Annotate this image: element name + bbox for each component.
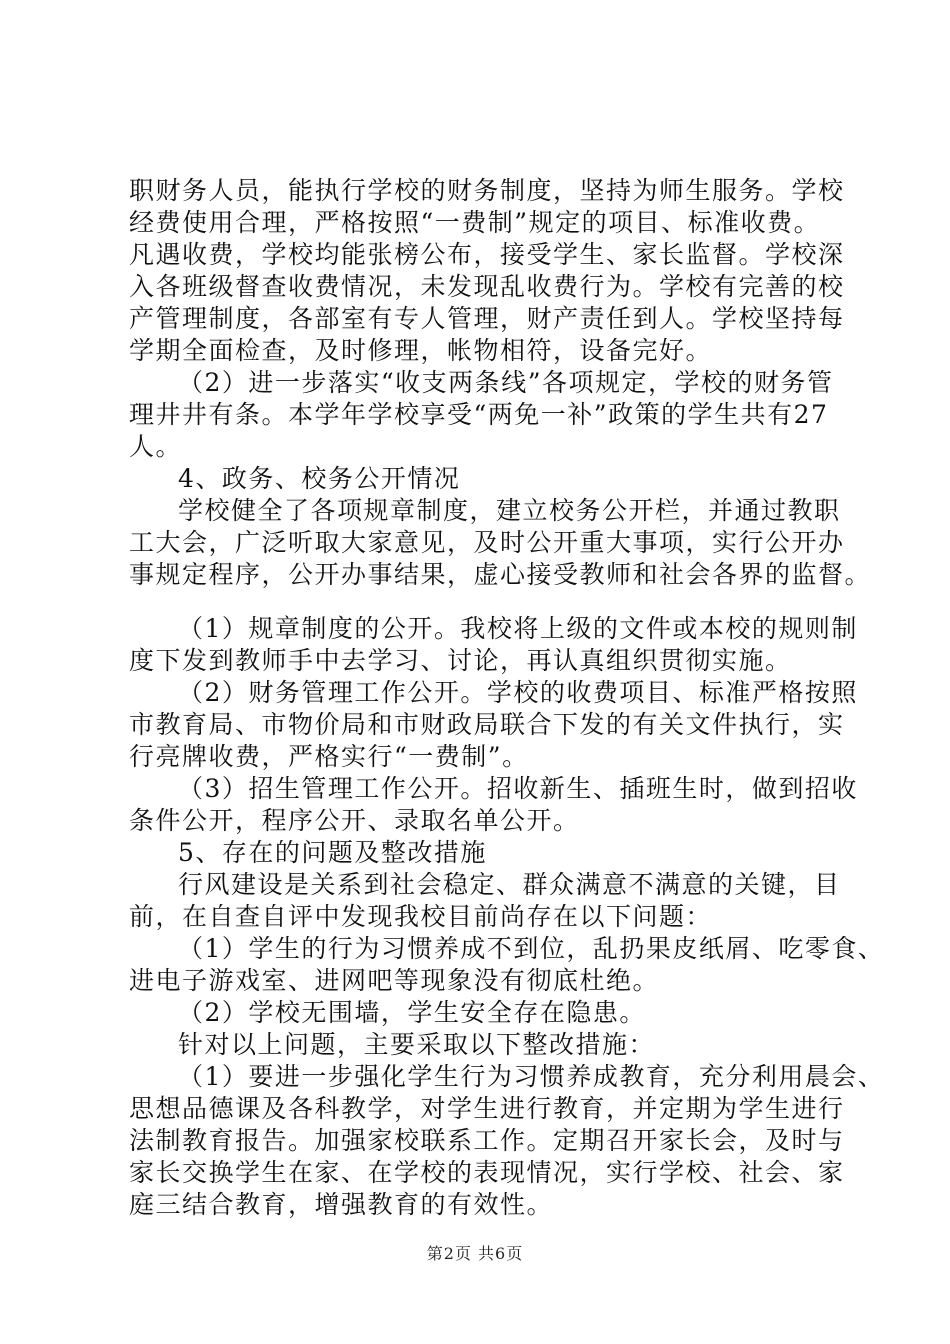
- text-line: 条件公开，程序公开、录取名单公开。: [129, 806, 580, 835]
- text-line: （2）财务管理工作公开。学校的收费项目、标准严格按照: [178, 678, 858, 707]
- text-line: （2）学校无围墙，学生安全存在隐患。: [178, 998, 646, 1027]
- text-line: 行风建设是关系到社会稳定、群众满意不满意的关键，目: [178, 870, 841, 899]
- text-line: （1）要进一步强化学生行为习惯养成教育，充分利用晨会、: [178, 1062, 885, 1091]
- text-line: 学校健全了各项规章制度，建立校务公开栏，并通过教职: [178, 496, 841, 525]
- text-line: 理井井有条。本学年学校享受“两免一补”政策的学生共有27: [129, 400, 829, 429]
- text-line: 产管理制度，各部室有专人管理，财产责任到人。学校坚持每: [129, 304, 845, 333]
- text-line: 职财务人员，能执行学校的财务制度，坚持为师生服务。学校: [129, 176, 845, 205]
- text-line: 入各班级督查收费情况，未发现乱收费行为。学校有完善的校: [129, 272, 845, 301]
- text-line: 凡遇收费，学校均能张榜公布，接受学生、家长监督。学校深: [129, 240, 845, 269]
- text-line: 市教育局、市物价局和市财政局联合下发的有关文件执行，实: [129, 710, 845, 739]
- text-line: 进电子游戏室、进网吧等现象没有彻底杜绝。: [129, 966, 660, 995]
- page-footer: 第2页 共6页: [426, 1244, 524, 1263]
- section-heading: 4、政务、校务公开情况: [178, 464, 461, 493]
- section-heading: 5、存在的问题及整改措施: [178, 838, 487, 867]
- text-line: 人。: [129, 432, 183, 461]
- text-line: 度下发到教师手中去学习、讨论，再认真组织贯彻实施。: [129, 646, 792, 675]
- text-line: （2）进一步落实“收支两条线”各项规定，学校的财务管: [178, 368, 834, 397]
- text-line: 家长交换学生在家、在学校的表现情况，实行学校、社会、家: [129, 1158, 845, 1187]
- text-line: （3）招生管理工作公开。招收新生、插班生时，做到招收: [178, 774, 858, 803]
- text-line: 思想品德课及各科教学，对学生进行教育，并定期为学生进行: [129, 1094, 845, 1123]
- text-line: 针对以上问题，主要采取以下整改措施：: [178, 1030, 656, 1059]
- text-line: 经费使用合理，严格按照“一费制”规定的项目、标准收费。: [129, 208, 821, 237]
- text-line: 事规定程序，公开办事结果，虚心接受教师和社会各界的监督。: [129, 560, 872, 589]
- text-line: 庭三结合教育，增强教育的有效性。: [129, 1190, 554, 1219]
- text-line: 工大会，广泛听取大家意见，及时公开重大事项，实行公开办: [129, 528, 845, 557]
- text-line: （1）学生的行为习惯养成不到位，乱扔果皮纸屑、吃零食、: [178, 934, 885, 963]
- text-line: 法制教育报告。加强家校联系工作。定期召开家长会，及时与: [129, 1126, 845, 1155]
- text-line: 前，在自查自评中发现我校目前尚存在以下问题：: [129, 902, 713, 931]
- text-line: （1）规章制度的公开。我校将上级的文件或本校的规则制: [178, 614, 858, 643]
- text-line: 行亮牌收费，严格实行“一费制”。: [129, 742, 529, 771]
- text-line: 学期全面检查，及时修理，帐物相符，设备完好。: [129, 336, 713, 365]
